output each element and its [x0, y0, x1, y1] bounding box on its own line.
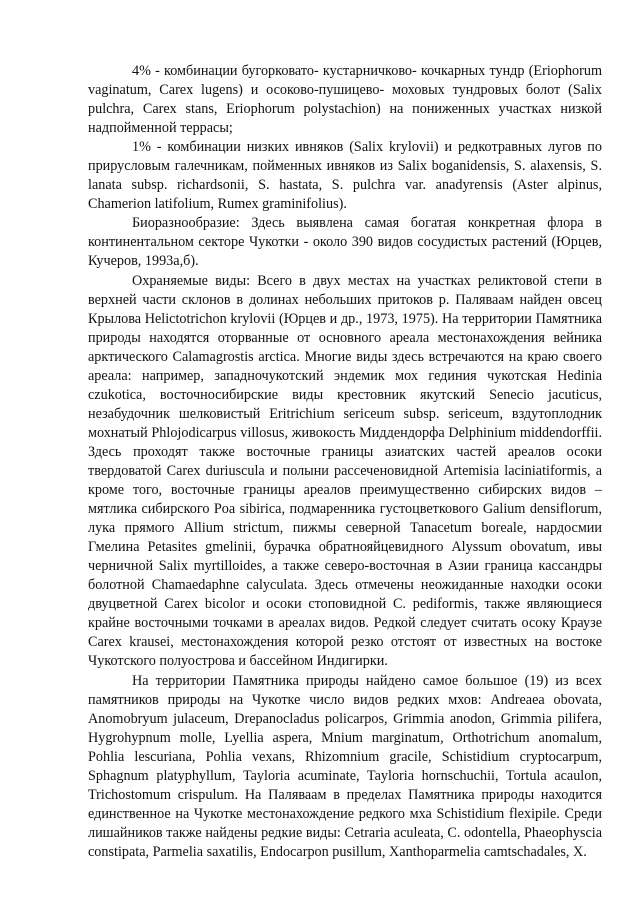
paragraph-biodiversity: Биоразнообразие: Здесь выявлена самая богатая конкретная флора в континентальном секторе Чукотки - около 390 видов сосудистых растений (Юрцев, Кучеров, 1993а,б).	[88, 215, 602, 270]
paragraph-rare-mosses: На территории Памятника природы найдено самое большое (19) из всех памятников природы на Чукотке число видов редких мхов: Andreaea obovata, Anomobryum julaceum, Drepanocladus policarpos, Grimmia anodon, Grimmia pilifera, Hygrohypnum molle, Lyellia aspera, Mnium marginatum, Orthotrichum anomalum, Pohlia lescuriana, Pohlia vexans, Rhizomnium gracile, Schistidium cryptocarpum, Sphagnum platyphyllum, Tayloria acuminate, Tayloria hornschuchii, Tortula acaulon, Trichostomum crispulum. На Паляваам в пределах Памятника природы находится единственное на Чукотке местонахождение редкого мха Schistidium flexipile. Среди лишайников также найдены редкие виды: Cetraria aculeata, C. odontella, Phaeophyscia constipata, Parmelia saxatilis, Endocarpon pusillum, Xanthoparmelia camtschadales, X.	[88, 672, 602, 860]
paragraph-tundra-combinations: 4% - комбинации бугорковато- кустарничково- кочкарных тундр (Eriophorum vaginatum, Carex lugens) и осоково-пушицево- моховых тундровых болот (Salix pulchra, Carex stans, Eriophorum polystachion) на пониженных участках низкой надпойменной террасы;	[88, 63, 602, 137]
document-page	[88, 62, 602, 862]
paragraph-willow-combinations: 1% - комбинации низких ивняков (Salix krylovii) и редкотравных лугов по прирусловым галечникам, пойменных ивняков из Salix boganidensis, S. alaxensis, S. lanata subsp. richardsonii, S. hastata, S. pulchra var. anadyrensis (Aster alpinus, Chamerion latifolium, Rumex graminifolius).	[88, 139, 602, 213]
paragraph-protected-species: Охраняемые виды: Всего в двух местах на участках реликтовой степи в верхней части склонов в долинах небольших притоков р. Паляваам найден овсец Крылова Helictotrichon krylovii (Юрцев и др., 1973, 1975). На территории Памятника природы находятся оторванные от основного ареала местонахождения вейника арктического Calamagrostis arctica. Многие виды здесь встречаются на краю своего ареала: например, западночукотский эндемик мох гединия чукотская Hedinia czukotica, восточносибирские виды крестовник якутский Senecio jacuticus, незабудочник шелковистый Eritrichium sericeum subsp. sericeum, вздутоплодник мохнатый Phlojodicarpus villosus, живокость Миддендорфа Delphinium middendorffii. Здесь проходят также восточные границы азиатских частей ареалов осоки твердоватой Carex duriuscula и полыни рассеченовидной Artemisia laciniatiformis, а кроме того, восточные границы ареалов преимущественно сибирских видов – мятлика сибирского Poa sibirica, подмаренника густоцветкового Galium densiflorum, лука прямого Allium strictum, пижмы северной Tanacetum boreale, нардосмии Гмелина Petasites gmelinii, бурачка обратнояйцевидного Alyssum obovatum, ивы черничной Salix myrtilloides, а также северо-восточная в Азии граница кассандры болотной Chamaedaphne calyculata. Здесь отмечены неожиданные находки осоки двуцветной Carex bicolor и осоки стоповидной C. pediformis, также являющиеся крайне восточными точками в ареалах видов. Редкой следует считать осоку Краузе Carex krausei, местонахождения которой резко отстоят от известных на востоке Чукотского полуострова и бассейном Индигирки.	[88, 272, 602, 670]
